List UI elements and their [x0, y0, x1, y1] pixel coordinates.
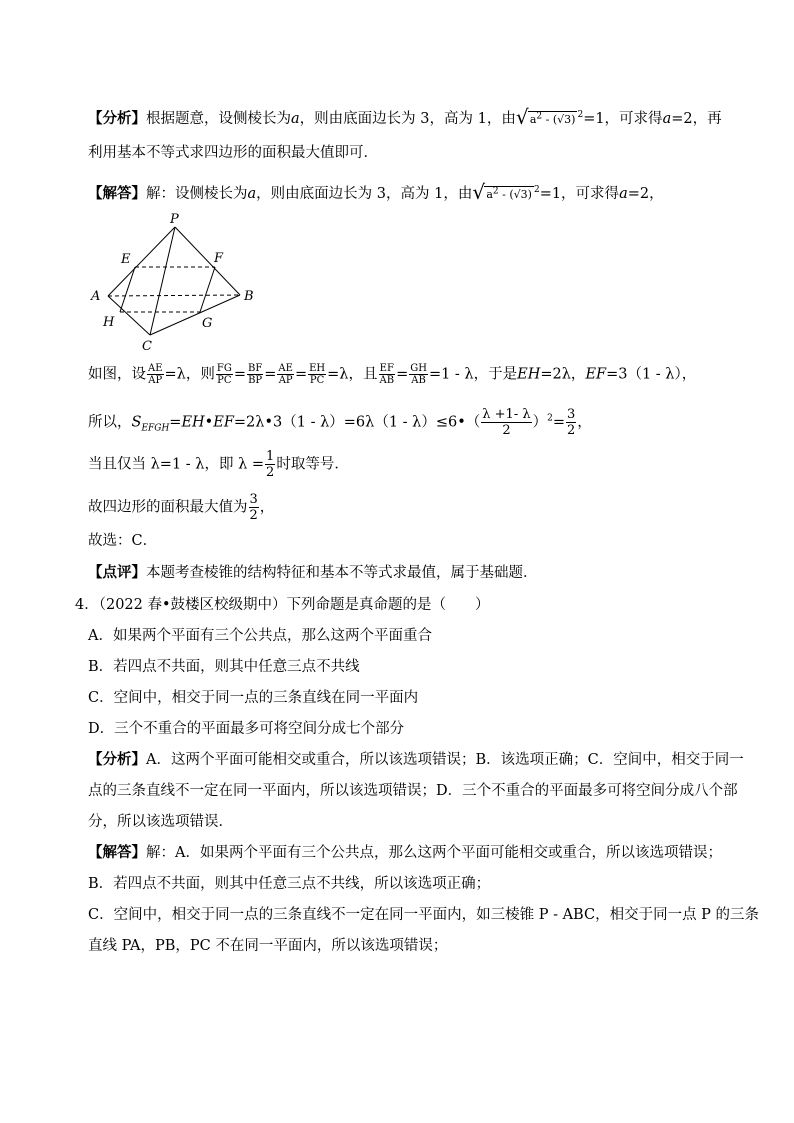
label-c: C	[142, 339, 152, 354]
option-b: B．若四点不共面，则其中任意三点不共线	[88, 659, 360, 675]
sqrt-expression: √ $a^2 - (√3)$	[515, 104, 576, 129]
option-a: A．如果两个平面有三个公共点，那么这两个平面重合	[88, 628, 432, 644]
edge-fg	[200, 267, 215, 312]
analysis-line-1: 【分析】根据题意，设侧棱长为a，则由底面边长为 3，高为 1，由 √ $a^2 - (√3)$ $^2$=1，可求得a=2，再	[88, 104, 722, 129]
solution-line-ratios: 如图，设 $\frac{AE}{AP}$ =λ，则 $\frac{FG}{PC}$ = $\frac{BF}{BP}$ = $\frac{AE}{AP}$ = $\frac{EH}{PC}$ =λ，且 $\frac{EF}{AB}$ = $\frac{GH}{AB}$ =1 - λ，于是EH=2λ，EF=3（1 - λ），	[88, 363, 697, 386]
label-f: F	[214, 251, 224, 266]
sqrt-expression: √ $a^2 - (√3)$	[472, 179, 532, 204]
question-4-stem: 4．（2022 春•鼓楼区校级期中）下列命题是真命题的是（ ）	[75, 597, 490, 613]
option-d: D．三个不重合的平面最多可将空间分成七个部分	[88, 721, 405, 737]
label-h: H	[103, 315, 115, 330]
analysis-line-2: 利用基本不等式求四边形的面积最大值即可．	[88, 145, 378, 161]
analysis4-line-1: 【分析】A．这两个平面可能相交或重合，所以该选项错误；B．该选项正确；C．空间中，相交于同一	[88, 751, 744, 768]
analysis4-line-2: 点的三条直线不一定在同一平面内，所以该选项错误；D．三个不重合的平面最多可将空间分成八个部	[88, 783, 738, 799]
label-p: P	[170, 212, 179, 227]
solution4-line-4: 直线 PA，PB，PC 不在同一平面内，所以该选项错误；	[88, 938, 448, 954]
solution4-line-3: C．空间中，相交于同一点的三条直线不一定在同一平面内，如三棱锥 P - ABC，相交于同一点 P 的三条	[88, 907, 760, 923]
analysis-tag: 【分析】	[88, 109, 146, 127]
edge-eh	[120, 267, 135, 312]
solution-line-equality: 当且仅当 λ=1 - λ，即 λ = $\frac{1}{2}$ 时取等号．	[88, 449, 349, 480]
edge-ab	[108, 295, 240, 296]
solution4-line-2: B．若四点不共面，则其中任意三点不共线，所以该选项正确；	[88, 876, 491, 892]
solution-tag: 【解答】	[88, 184, 146, 202]
analysis4-line-3: 分，所以该选项错误．	[88, 814, 233, 830]
edge-pa	[108, 227, 175, 296]
comment-tag: 【点评】	[88, 564, 146, 581]
solution-line-area: 所以，$S_{EFGH}=EH•EF=2\lambda•3(1 - \lambda)=6\lambda(1$ - λ）≤6•（ $\frac{\lambda +1- \lambda}{2}$ ）$^2$= $\frac{3}{2}$ ，	[88, 407, 592, 438]
pyramid-figure	[88, 210, 268, 355]
solution4-line-1: 【解答】解：A．如果两个平面有三个公共点，那么这两个平面可能相交或重合，所以该选项错误；	[88, 844, 722, 861]
edge-pc	[150, 227, 175, 335]
label-a: A	[91, 289, 101, 304]
label-g: G	[202, 316, 213, 331]
comment-line: 【点评】本题考查棱锥的结构特征和基本不等式求最值，属于基础题．	[88, 564, 538, 581]
edge-cb	[150, 295, 240, 335]
label-b: B	[244, 289, 254, 304]
solution-line-max: 故四边形的面积最大值为 $\frac{3}{2}$ ，	[88, 492, 275, 523]
label-e: E	[121, 252, 131, 267]
option-c: C．空间中，相交于同一点的三条直线在同一平面内	[88, 690, 419, 706]
solution-choice: 故选：C．	[88, 533, 158, 549]
edge-pb	[175, 227, 240, 295]
solution-line-1: 【解答】解：设侧棱长为a，则由底面边长为 3，高为 1，由 √ $a^2 - (√3)$ $^2$=1，可求得a=2，	[88, 179, 664, 204]
